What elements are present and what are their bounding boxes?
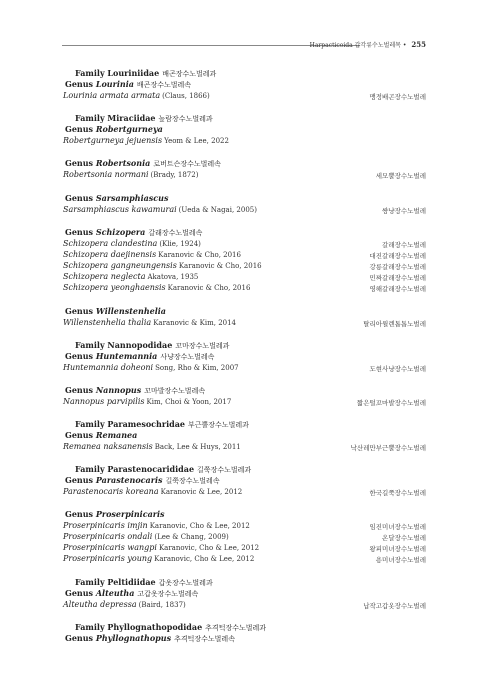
family-name: Peltidiidae — [107, 577, 156, 587]
species-entry — [63, 261, 262, 271]
species-korean-name: 짧은털꼬마발장수노벌레 — [356, 399, 426, 407]
korean-name: 길쭉장수노벌레속 — [165, 477, 220, 485]
species-entry — [63, 239, 201, 249]
species-name: Robertgurneya jejuensis — [63, 136, 163, 145]
species-name: Proserpinicaris imjin — [63, 521, 148, 530]
species-korean-name: 대진갈래장수노벌레 — [369, 252, 426, 260]
species-name: Parastenocaris koreana — [63, 487, 159, 496]
species-korean-name: 영해갈래장수노벌레 — [369, 285, 426, 293]
family-name: Phyllognathopodidae — [107, 622, 203, 632]
species-name: Schizopera neglecta — [63, 272, 146, 281]
species-name: Schizopera gangneungensis — [63, 261, 177, 270]
species-name: Huntemannia doheoni — [63, 363, 154, 372]
header-separator: • — [402, 42, 407, 49]
korean-name: 갈래장수노벌레속 — [148, 229, 203, 237]
korean-name: 꼬마발장수노벌레속 — [144, 387, 206, 395]
species-entry — [63, 532, 229, 542]
species-korean-name: 갈래장수노벌레 — [382, 241, 426, 249]
genus-prefix: Genus — [65, 193, 96, 203]
korean-name: 사냥장수노벌레속 — [160, 353, 215, 361]
korean-name: 길쭉장수노벌레과 — [197, 466, 252, 474]
genus-name: Nannopus — [95, 385, 142, 395]
genus-prefix: Genus — [65, 351, 96, 361]
family-heading — [75, 577, 213, 588]
genus-heading — [65, 509, 165, 519]
species-author: Karanovic & Cho, 2016 — [167, 284, 251, 292]
korean-name: 배곤장수노벌레속 — [136, 81, 192, 89]
genus-heading — [65, 351, 214, 362]
genus-heading — [65, 430, 137, 440]
family-heading — [75, 622, 266, 633]
species-author: Karanovic & Cho, 2016 — [158, 251, 241, 259]
species-entry — [63, 205, 257, 215]
species-korean-name: 민짜갈래장수노벌레 — [369, 274, 426, 282]
family-prefix: Family — [75, 622, 108, 632]
korean-name: 추격턱장수노벌레속 — [174, 635, 235, 643]
genus-prefix: Genus — [65, 79, 96, 89]
korean-name: 부근뿔장수노벌레과 — [188, 421, 249, 429]
species-entry — [63, 318, 236, 328]
family-heading — [75, 340, 229, 351]
genus-name: Schizopera — [95, 227, 146, 237]
species-author: Akatova, 1935 — [147, 273, 199, 281]
genus-name: Lourinia — [95, 79, 134, 89]
species-author: (Baird, 1837) — [138, 601, 186, 609]
genus-heading — [65, 385, 205, 396]
species-entry — [63, 397, 231, 407]
korean-name: 배곤장수노벌레과 — [162, 70, 217, 78]
species-korean-name: 썅냥장수노벌레 — [382, 207, 426, 215]
species-korean-name: 한국길쭉장수노벌레 — [369, 489, 426, 497]
species-author: (Ueda & Nagai, 2005) — [178, 206, 257, 214]
species-name: Remanea naksanensis — [63, 442, 153, 451]
genus-heading — [65, 633, 235, 644]
family-heading — [75, 113, 213, 124]
species-author: Karanovic, Cho & Lee, 2012 — [149, 522, 250, 530]
genus-name: Willenstenhelia — [95, 306, 166, 316]
species-name: Sarsamphiascus kawamurai — [63, 205, 177, 214]
genus-heading — [65, 124, 163, 134]
species-korean-name: 온달장수노벌레 — [382, 534, 426, 542]
korean-name: 갑옷장수노벌레과 — [158, 579, 213, 587]
family-prefix: Family — [75, 68, 108, 78]
family-name: Louriniidae — [107, 68, 160, 78]
family-heading — [75, 68, 216, 79]
species-korean-name: 납작고갑옷장수노벌레 — [363, 602, 426, 610]
species-author: Kim, Choi & Yoon, 2017 — [146, 398, 232, 406]
genus-name: Robertsonia — [95, 158, 151, 168]
genus-name: Sarsamphiascus — [95, 193, 169, 203]
genus-prefix: Genus — [65, 588, 96, 598]
species-korean-name: 세모뿔장수노벌레 — [375, 172, 426, 180]
korean-name: 로버트슨장수노벌레속 — [153, 160, 221, 168]
species-name: Schizopera daejinensis — [63, 250, 157, 259]
species-korean-name: 낙산레만부근뿔장수노벌레 — [350, 444, 426, 452]
species-entry — [63, 442, 241, 452]
species-author: (Brady, 1872) — [150, 171, 199, 179]
species-author: Karanovic, Cho & Lee, 2012 — [154, 555, 255, 563]
family-name: Nannopodidae — [107, 340, 173, 350]
species-name: Schizopera clandestina — [63, 239, 158, 248]
genus-prefix: Genus — [65, 306, 96, 316]
genus-heading — [65, 306, 166, 316]
species-author: Karanovic, Cho & Lee, 2012 — [158, 544, 260, 552]
species-korean-name: 강릉갈래장수노벌레 — [369, 263, 426, 271]
species-name: Nannopus parvipilis — [63, 397, 145, 406]
species-entry — [63, 554, 254, 564]
species-author: (Lee & Chang, 2009) — [154, 533, 229, 541]
family-prefix: Family — [75, 340, 108, 350]
genus-heading — [65, 227, 202, 238]
genus-prefix: Genus — [65, 430, 96, 440]
species-entry — [63, 487, 242, 497]
family-heading — [75, 419, 249, 430]
korean-name: 높람장수노벌레과 — [158, 115, 213, 123]
family-name: Parastenocarididae — [107, 464, 195, 474]
species-name: Willenstenhelia thalia — [63, 318, 152, 327]
species-name: Alteutha depressa — [63, 600, 137, 609]
genus-name: Robertgurneya — [95, 124, 163, 134]
species-author: Back, Lee & Huys, 2011 — [154, 443, 241, 451]
genus-heading — [65, 193, 169, 203]
species-name: Schizopera yeonghaensis — [63, 283, 166, 292]
species-name: Robertsonia normani — [63, 170, 149, 179]
family-prefix: Family — [75, 419, 108, 429]
species-entry — [63, 283, 250, 293]
genus-prefix: Genus — [65, 385, 96, 395]
species-name: Proserpinicaris young — [63, 554, 153, 563]
genus-name: Proserpinicaris — [95, 509, 165, 519]
species-korean-name: 왕피미녀장수노벌레 — [369, 545, 426, 553]
species-korean-name: 임진미녀장수노벌레 — [369, 523, 426, 531]
species-name: Proserpinicaris ondali — [63, 532, 153, 541]
genus-heading — [65, 158, 221, 169]
family-prefix: Family — [75, 577, 108, 587]
genus-prefix: Genus — [65, 509, 96, 519]
species-author: (Claus, 1866) — [162, 92, 210, 100]
family-prefix: Family — [75, 464, 108, 474]
genus-name: Alteutha — [95, 588, 135, 598]
genus-prefix: Genus — [65, 475, 96, 485]
species-name: Proserpinicaris wangpi — [63, 543, 157, 552]
species-entry — [63, 521, 250, 531]
species-korean-name: 탈리아윌렌톱톱노벌레 — [363, 320, 426, 328]
genus-name: Huntemannia — [95, 351, 158, 361]
species-entry — [63, 91, 210, 101]
genus-heading — [65, 588, 198, 599]
species-entry — [63, 543, 259, 553]
genus-name: Remanea — [95, 430, 138, 440]
genus-name: Parastenocaris — [95, 475, 163, 485]
species-entry — [63, 170, 198, 180]
genus-prefix: Genus — [65, 633, 96, 643]
genus-heading — [65, 79, 191, 90]
species-author: Karanovic & Kim, 2014 — [153, 319, 237, 327]
family-prefix: Family — [75, 113, 108, 123]
species-author: Karanovic & Lee, 2012 — [160, 488, 243, 496]
species-korean-name: 도현사냥장수노벌레 — [369, 365, 426, 373]
species-entry — [63, 272, 198, 282]
family-name: Paramesochridae — [107, 419, 185, 429]
family-name: Miraciidae — [107, 113, 156, 123]
korean-name: 고갑옷장수노벌레속 — [137, 590, 199, 598]
species-author: (Klie, 1924) — [159, 240, 201, 248]
genus-prefix: Genus — [65, 227, 96, 237]
species-author: Song, Rho & Kim, 2007 — [155, 364, 239, 372]
genus-prefix: Genus — [65, 158, 96, 168]
running-header — [310, 40, 426, 49]
species-korean-name: 맹정배곤장수노벌레 — [369, 93, 426, 101]
species-entry — [63, 136, 229, 146]
species-entry — [63, 250, 241, 260]
korean-name: 추격턱장수노벌레과 — [205, 624, 267, 632]
species-author: Yeom & Lee, 2022 — [164, 137, 229, 145]
page-number: 255 — [411, 40, 426, 49]
genus-prefix: Genus — [65, 124, 96, 134]
korean-name: 꼬마장수노벌레과 — [175, 342, 230, 350]
species-author: Karanovic & Cho, 2016 — [178, 262, 262, 270]
genus-name: Phyllognathopus — [95, 633, 172, 643]
family-heading — [75, 464, 251, 475]
header-title: Harpacticoida 갑각류수노벌레목 — [309, 42, 401, 49]
species-name: Lourinia armata armata — [63, 91, 161, 100]
species-entry — [63, 600, 186, 610]
species-entry — [63, 363, 239, 373]
genus-heading — [65, 475, 220, 486]
species-korean-name: 용미녀장수노벌레 — [375, 556, 426, 564]
